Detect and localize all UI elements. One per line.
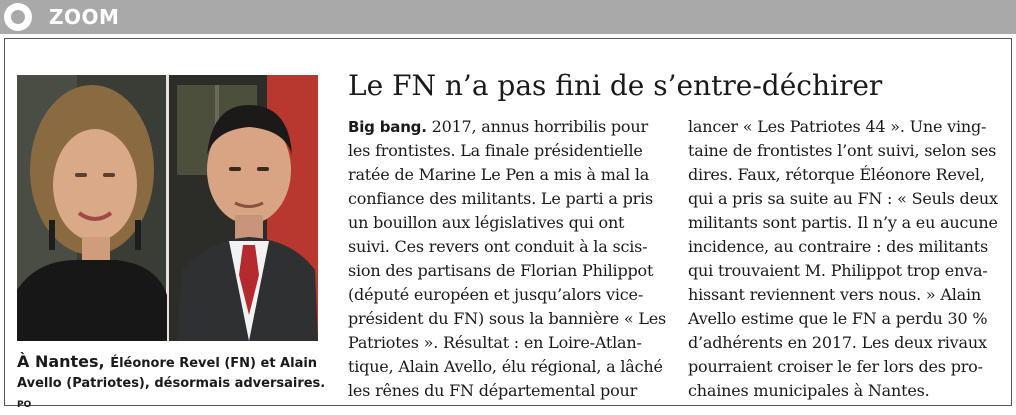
body-line: ratée de Marine Le Pen a mis à mal la	[348, 165, 650, 184]
section-bullet-icon	[4, 3, 32, 31]
body-line: dires. Faux, rétorque Éléonore Revel,	[688, 165, 985, 184]
body-line: militants sont partis. Il n’y a eu aucune	[688, 213, 998, 232]
body-line: les rênes du FN départemental pour	[348, 381, 638, 400]
body-line: Patriotes ». Résultat : en Loire-Atlan-	[348, 333, 642, 352]
body-line: d’adhérents en 2017. Les deux rivaux	[688, 333, 987, 352]
body-line: Big bang. 2017, annus horribilis pour	[348, 117, 648, 136]
body-line: sion des partisans de Florian Philippot	[348, 261, 654, 280]
section-banner	[0, 0, 1016, 34]
body-line: suivi. Ces revers ont conduit à la scis-	[348, 237, 648, 256]
body-line: incidence, au contraire : des militants	[688, 237, 989, 256]
body-line: lancer « Les Patriotes 44 ». Une ving-	[688, 117, 987, 136]
photo-caption	[17, 352, 327, 415]
article-photo	[17, 75, 318, 341]
body-line: chaines municipales à Nantes.	[688, 381, 930, 400]
body-line: confiance des militants. Le parti a pris	[348, 189, 654, 208]
body-line: un bouillon aux législatives qui ont	[348, 213, 625, 232]
article-column-1	[348, 115, 668, 403]
body-line: taine de frontistes l’ont suivi, selon ses	[688, 141, 997, 160]
body-line: président du FN) sous la bannière « Les	[348, 309, 667, 328]
body-line: les frontistes. La finale présidentielle	[348, 141, 643, 160]
body-line: tique, Alain Avello, élu régional, a lâché	[348, 357, 663, 376]
article-lead: Big bang.	[348, 118, 427, 136]
body-line: (député européen et jusqu’alors vice-	[348, 285, 644, 304]
section-title: ZOOM	[49, 5, 120, 29]
photo-credit: PO	[17, 400, 32, 410]
caption-place: À Nantes,	[17, 352, 111, 371]
body-line: qui trouvaient M. Philippot trop enva-	[688, 261, 988, 280]
caption-text: Éléonore Revel (FN) et Alain Avello (Patriotes), désormais adversaires.	[17, 356, 326, 391]
body-line: pourraient croiser le fer lors des pro-	[688, 357, 983, 376]
article-headline: Le FN n’a pas fini de s’entre-déchirer	[348, 69, 883, 102]
body-line: Avello estime que le FN a perdu 30 %	[688, 309, 988, 328]
body-line: qui a pris sa suite au FN : « Seuls deux	[688, 189, 998, 208]
body-line: hissant reviennent vers nous. » Alain	[688, 285, 982, 304]
article-column-2	[688, 115, 1008, 403]
